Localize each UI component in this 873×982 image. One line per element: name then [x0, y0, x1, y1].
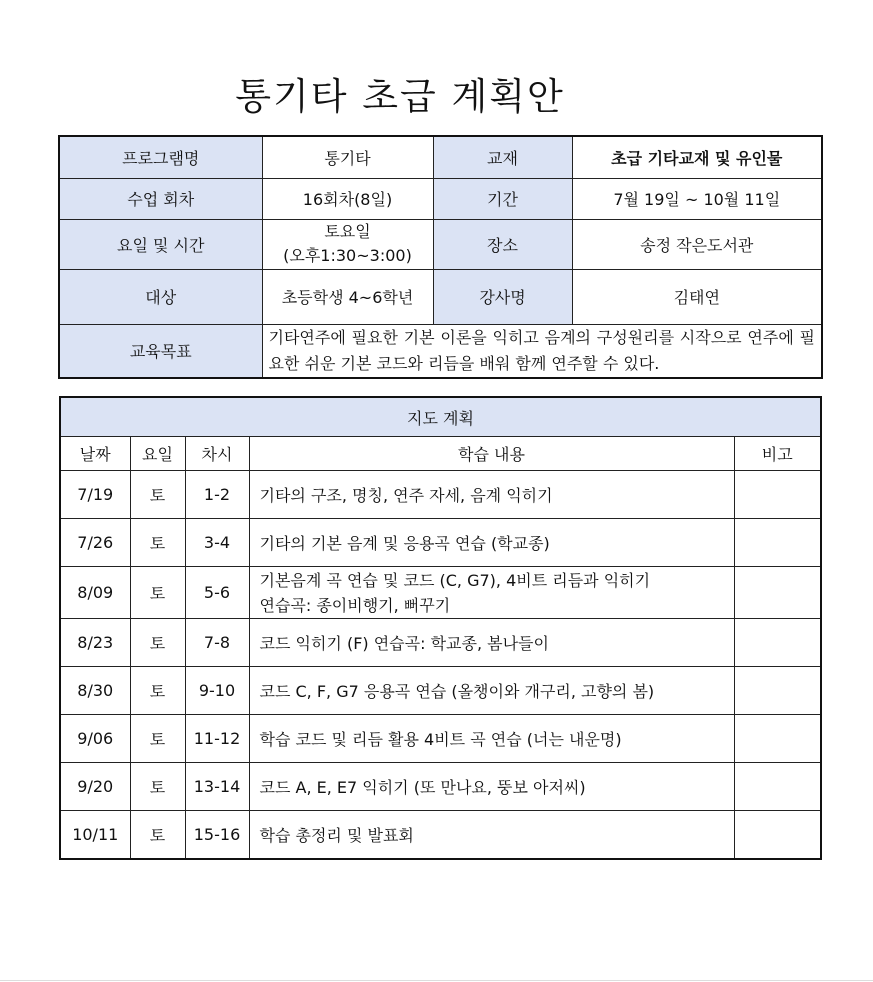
- row-content: 코드 C, F, G7 응용곡 연습 (올챙이와 개구리, 고향의 봄): [249, 667, 734, 715]
- row-session: 1-2: [185, 471, 249, 519]
- plan-heading: 지도 계획: [60, 397, 821, 437]
- row-content-line1: 기본음계 곡 연습 및 코드 (C, G7), 4비트 리듬과 익히기: [259, 570, 651, 590]
- row-note: [734, 471, 821, 519]
- period-value: 7월 19일 ~ 10월 11일: [572, 178, 822, 219]
- row-day: 토: [130, 667, 185, 715]
- table-row: [60, 763, 821, 811]
- row-session: 9-10: [185, 667, 249, 715]
- row-date: 8/30: [60, 667, 130, 715]
- row-content-line2: 연습곡: 종이비행기, 뻐꾸기: [259, 595, 451, 615]
- row-note: [734, 519, 821, 567]
- table-row: [60, 619, 821, 667]
- row-note: [734, 667, 821, 715]
- table-row: [60, 811, 821, 860]
- schedule-day: 토요일: [324, 222, 371, 241]
- sessions-value: 16회차(8일): [262, 178, 433, 219]
- table-row: [60, 519, 821, 567]
- col-content: 학습 내용: [249, 437, 734, 471]
- target-value: 초등학생 4~6학년: [262, 269, 433, 324]
- row-day: 토: [130, 763, 185, 811]
- target-label: 대상: [59, 269, 262, 324]
- row-content: 학습 총정리 및 발표회: [249, 811, 734, 860]
- row-content: 기타의 기본 음계 및 응용곡 연습 (학교종): [249, 519, 734, 567]
- program-label: 프로그램명: [59, 136, 262, 178]
- row-day: 토: [130, 567, 185, 619]
- row-date: 8/23: [60, 619, 130, 667]
- row-content: [249, 567, 734, 619]
- col-note: 비고: [734, 437, 821, 471]
- schedule-value: [262, 219, 433, 269]
- row-day: 토: [130, 811, 185, 860]
- row-session: 13-14: [185, 763, 249, 811]
- schedule-label: 요일 및 시간: [59, 219, 262, 269]
- row-day: 토: [130, 519, 185, 567]
- page-bottom-divider: [0, 980, 873, 981]
- place-label: 장소: [433, 219, 572, 269]
- textbook-value: 초급 기타교재 및 유인물: [572, 136, 822, 178]
- row-content: 코드 A, E, E7 익히기 (또 만나요, 뚱보 아저씨): [249, 763, 734, 811]
- row-day: 토: [130, 715, 185, 763]
- row-date: 9/20: [60, 763, 130, 811]
- row-day: 토: [130, 619, 185, 667]
- row-note: [734, 567, 821, 619]
- textbook-label: 교재: [433, 136, 572, 178]
- schedule-time: (오후1:30~3:00): [283, 246, 412, 265]
- goal-value: 기타연주에 필요한 기본 이론을 익히고 음계의 구성원리를 시작으로 연주에 필요한 쉬운 기본 코드와 리듬을 배워 함께 연주할 수 있다.: [262, 324, 822, 378]
- col-day: 요일: [130, 437, 185, 471]
- col-session: 차시: [185, 437, 249, 471]
- row-session: 5-6: [185, 567, 249, 619]
- period-label: 기간: [433, 178, 572, 219]
- row-date: 7/19: [60, 471, 130, 519]
- row-content: 코드 익히기 (F) 연습곡: 학교종, 봄나들이: [249, 619, 734, 667]
- col-date: 날짜: [60, 437, 130, 471]
- page-title: 통기타 초급 계획안: [235, 75, 565, 118]
- row-note: [734, 715, 821, 763]
- row-date: 9/06: [60, 715, 130, 763]
- row-content: 학습 코드 및 리듬 활용 4비트 곡 연습 (너는 내운명): [249, 715, 734, 763]
- row-note: [734, 763, 821, 811]
- sessions-label: 수업 회차: [59, 178, 262, 219]
- instructor-value: 김태연: [572, 269, 822, 324]
- row-session: 15-16: [185, 811, 249, 860]
- row-note: [734, 619, 821, 667]
- row-date: 7/26: [60, 519, 130, 567]
- row-session: 3-4: [185, 519, 249, 567]
- row-note: [734, 811, 821, 860]
- program-info-table: [58, 135, 823, 379]
- table-row: [60, 567, 821, 619]
- row-session: 11-12: [185, 715, 249, 763]
- table-row: [60, 471, 821, 519]
- table-row: [60, 715, 821, 763]
- row-day: 토: [130, 471, 185, 519]
- place-value: 송정 작은도서관: [572, 219, 822, 269]
- row-date: 8/09: [60, 567, 130, 619]
- lesson-plan-table: [59, 396, 822, 860]
- program-value: 통기타: [262, 136, 433, 178]
- row-content: 기타의 구조, 명칭, 연주 자세, 음계 익히기: [249, 471, 734, 519]
- row-session: 7-8: [185, 619, 249, 667]
- goal-label: 교육목표: [59, 324, 262, 378]
- instructor-label: 강사명: [433, 269, 572, 324]
- row-date: 10/11: [60, 811, 130, 860]
- table-row: [60, 667, 821, 715]
